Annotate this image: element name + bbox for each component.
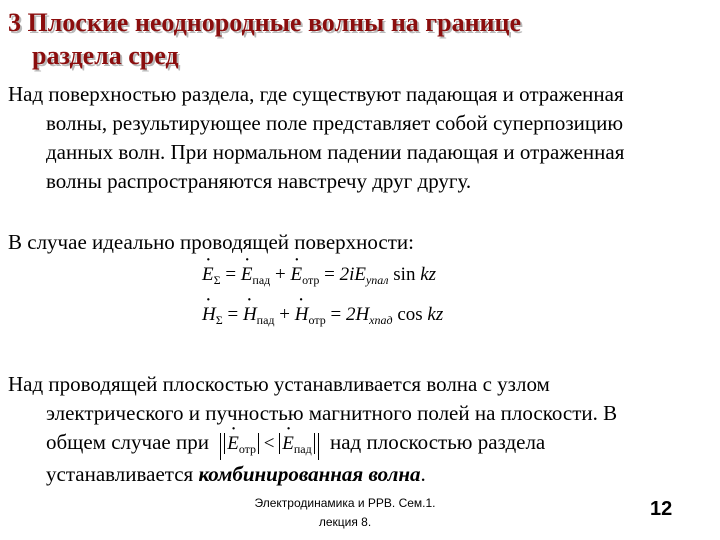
cond-rhs-sub: пад [293, 442, 312, 456]
eq1-coef: 2iE [339, 264, 366, 285]
eq1-t1-symbol: · E [241, 264, 253, 286]
eq2-t1-symbol: · H [243, 304, 257, 326]
paragraph-3-line-3-after: над плоскостью раздела [329, 430, 546, 454]
slide-title [8, 6, 708, 72]
paragraph-3-emphasis: комбинированная волна [198, 462, 421, 486]
eq1-t2-symbol: · E [291, 264, 303, 286]
cond-rhs-symbol: · E [282, 433, 294, 455]
paragraph-3-line-2: электрического и пучностью магнитного полей на плоскости. В [46, 401, 618, 425]
eq1-func: sin [393, 264, 416, 285]
abs-e-reflected [224, 433, 259, 454]
paragraph-1-line-4: волны распространяются навстречу друг другу. [46, 169, 472, 193]
paragraph-3-line-1: Над проводящей плоскостью устанавливается волна с узлом [8, 372, 550, 396]
eq1-t2-sub: отр [302, 273, 320, 287]
page-number: 12 [650, 498, 673, 520]
eq2-t1-sub: пад [256, 313, 275, 327]
slide-footer [240, 494, 450, 532]
eq1-lhs-sub: Σ [213, 273, 221, 287]
inline-condition-formula [220, 433, 319, 460]
cond-lhs-symbol: · E [227, 433, 239, 455]
title-line-1: 3 Плоские неоднородные волны на границе [8, 8, 522, 37]
eq2-coef: 2H [345, 304, 370, 325]
paragraph-3-line-4 [8, 460, 714, 489]
paragraph-3-line-3-before: общем случае при [46, 430, 209, 454]
paragraph-1-line-1: Над поверхностью раздела, где существуют падающая и отраженная [8, 82, 624, 106]
eq1-coef-sub: упал [365, 273, 389, 287]
cond-operator: < [263, 433, 275, 454]
eq2-lhs-symbol: · H [202, 304, 216, 326]
abs-e-incident [279, 433, 314, 454]
eq2-lhs-sub: Σ [215, 313, 223, 327]
paragraph-3-line-4-before: устанавливается [46, 462, 194, 486]
eq2-t2-symbol: · H [295, 304, 309, 326]
paragraph-1-line-2: волны, результирующее поле представляет собой суперпозицию [46, 111, 624, 135]
paragraph-3-line-4-after: . [420, 462, 426, 486]
paragraph-2-text: В случае идеально проводящей поверхности: [8, 230, 414, 254]
footer-line-1: Электродинамика и РРВ. Сем.1. [254, 496, 436, 510]
paragraph-1 [8, 80, 714, 196]
paragraph-1-line-3: данных волн. При нормальном падении падающая и отраженная [46, 140, 625, 164]
eq2-coef-sub: хпад [369, 313, 393, 327]
footer-line-2: лекция 8. [318, 515, 372, 529]
eq1-lhs-symbol: · E [202, 264, 214, 286]
eq1-t1-sub: пад [252, 273, 271, 287]
equation-h-field: · $H_\Sigma$ = · $H_{пад}$ + · $H_{отр} = 2H_{хпад}$ cos kz [202, 304, 443, 328]
paragraph-2 [8, 228, 714, 257]
eq2-arg: kz [427, 304, 444, 325]
paragraph-3-line-3 [8, 428, 714, 460]
cond-lhs-sub: отр [238, 442, 257, 456]
eq2-t2-sub: отр [308, 313, 326, 327]
title-line-2: раздела сред [32, 41, 179, 70]
eq2-func: cos [397, 304, 423, 325]
eq1-arg: kz [420, 264, 437, 285]
equation-e-field: · $E_\Sigma$ = · $E_{пад}$ + · $E_{отр} = 2iE_{упал}$ sin kz [202, 264, 436, 288]
paragraph-3 [8, 370, 714, 489]
